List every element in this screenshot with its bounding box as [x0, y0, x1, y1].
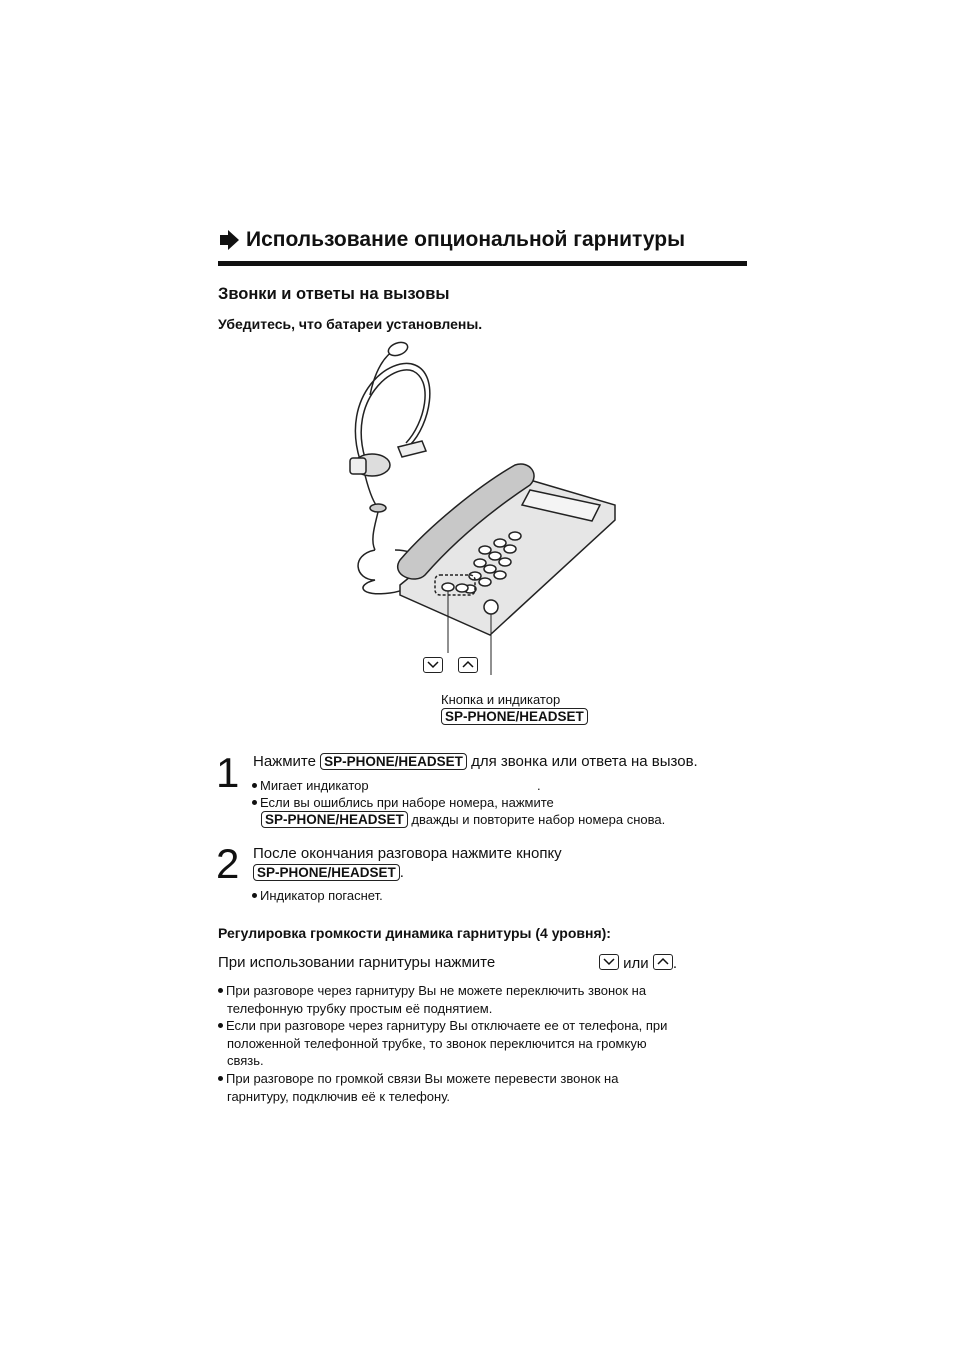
chevron-down-icon	[599, 954, 619, 970]
bullet-dot	[252, 783, 257, 788]
step-1-note-1-text: Мигает индикатор	[260, 778, 369, 793]
bullet-2	[218, 1017, 667, 1034]
bullet-2-line-1: Если при разговоре через гарнитуру Вы отключаете ее от телефона, при	[226, 1018, 668, 1033]
bullet-2-line-3: связь.	[227, 1053, 264, 1068]
sp-phone-headset-key-label: SP-PHONE/HEADSET	[441, 708, 588, 725]
bullet-1-line-2: телефонную трубку простым её поднятием.	[227, 1001, 493, 1016]
step-1-note-1-tail: .	[537, 778, 541, 793]
chevron-up-icon	[653, 954, 673, 970]
figure-caption: Кнопка и индикатор	[441, 692, 561, 707]
step-1-note-2-text: Если вы ошиблись при наборе номера, нажмите	[260, 795, 554, 810]
step-2-text: После окончания разговора нажмите кнопку	[253, 845, 562, 862]
precondition-note: Убедитесь, что батареи установлены.	[218, 316, 483, 332]
step-2-note-1-text: Индикатор погаснет.	[260, 888, 383, 903]
step-2-tail: .	[399, 864, 404, 881]
bullet-3	[218, 1070, 618, 1087]
chevron-up-icon	[458, 657, 478, 673]
step-1-lead: Нажмите	[253, 753, 316, 770]
bullet-3-line-1: При разговоре по громкой связи Вы можете перевести звонок на	[226, 1071, 619, 1086]
volume-heading: Регулировка громкости динамика гарнитуры (4 уровня):	[218, 925, 611, 941]
step-2-note-1	[252, 887, 383, 904]
volume-tail: .	[672, 955, 678, 972]
step-1-note-1	[252, 777, 369, 794]
bullet-1-line-1: При разговоре через гарнитуру Вы не можете переключить звонок на	[226, 983, 647, 998]
volume-keys	[599, 954, 677, 972]
bullet-dot	[218, 1023, 223, 1028]
volume-text: При использовании гарнитуры нажмите	[218, 954, 496, 971]
chevron-down-icon	[423, 657, 443, 673]
step-1-number: 1	[216, 749, 240, 796]
step-2-number: 2	[216, 840, 240, 887]
page-title: Использование опциональной гарнитуры	[246, 228, 686, 251]
volume-or: или	[623, 955, 649, 972]
step-1-note-2-cont	[261, 811, 665, 828]
step-1-note-2	[252, 794, 554, 811]
volume-keys-figure	[423, 657, 478, 676]
step-1-text	[253, 753, 698, 770]
bullet-dot	[252, 893, 257, 898]
step-1-trail: для звонка или ответа на вызов.	[471, 753, 698, 770]
bullet-3-line-2: гарнитуру, подключив её к телефону.	[227, 1089, 451, 1104]
step-2-key-line	[253, 864, 404, 881]
arrow-right-icon	[218, 229, 240, 251]
section-header	[218, 228, 685, 252]
bullet-dot	[218, 1076, 223, 1081]
headset-phone-illustration	[330, 335, 630, 675]
bullet-dot	[218, 988, 223, 993]
step-1-note-2-after: дважды и повторите набор номера снова.	[411, 812, 666, 827]
bullet-1	[218, 982, 646, 999]
bullet-2-line-2: положенной телефонной трубке, то звонок переключится на громкую	[227, 1036, 647, 1051]
title-divider	[218, 261, 747, 266]
step-1-note-key: SP-PHONE/HEADSET	[261, 811, 408, 828]
step-1-key: SP-PHONE/HEADSET	[320, 753, 467, 770]
figure-caption-key-wrap	[441, 708, 588, 726]
subsection-title: Звонки и ответы на вызовы	[218, 285, 450, 303]
bullet-dot	[252, 800, 257, 805]
telephone-drawing	[398, 464, 615, 635]
step-2-key: SP-PHONE/HEADSET	[253, 864, 400, 881]
